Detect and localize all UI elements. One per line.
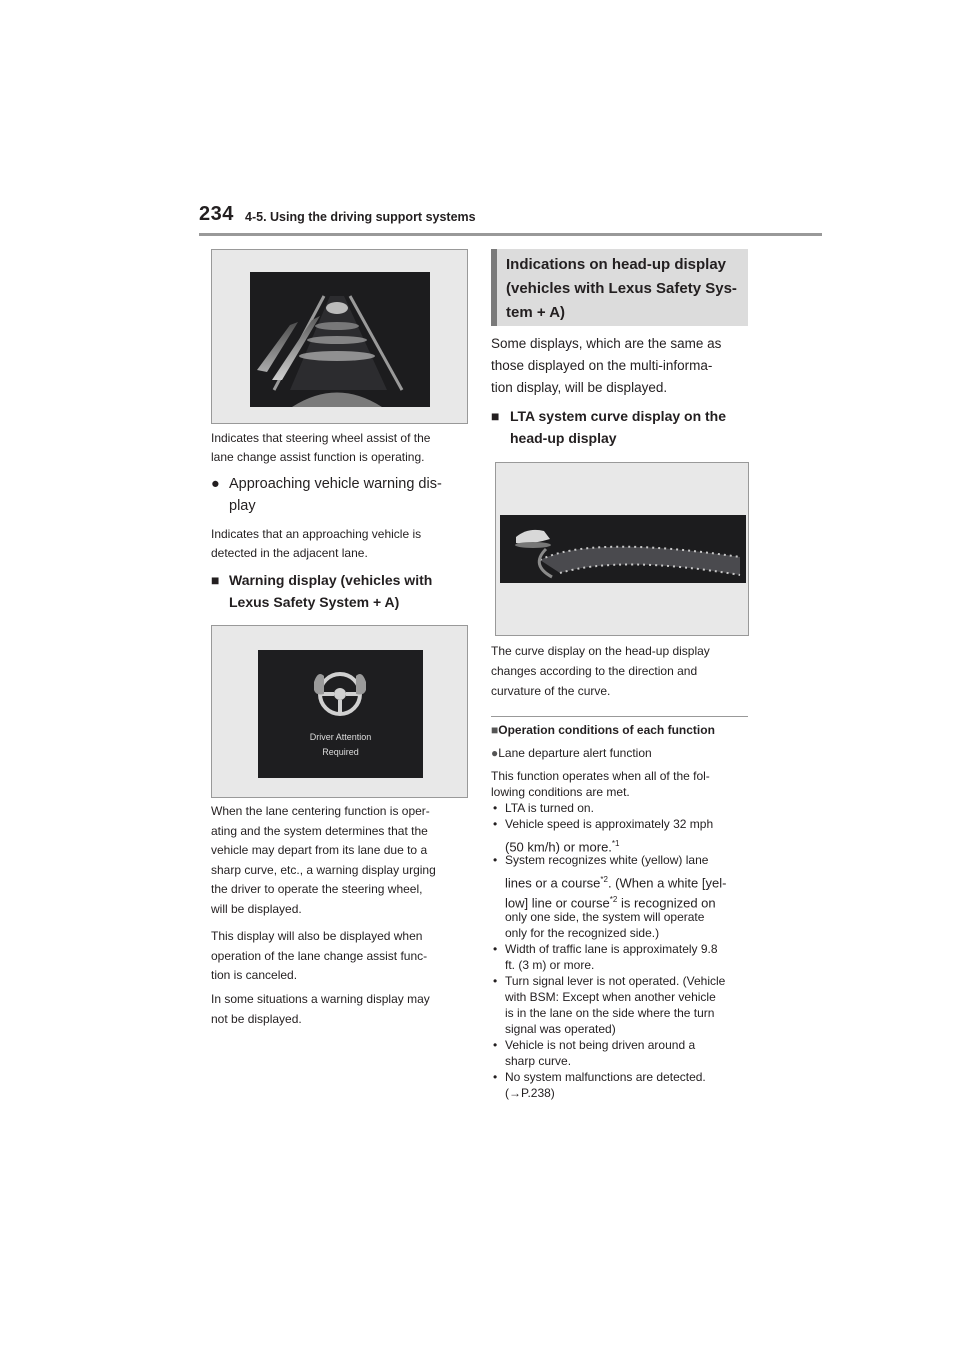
heading-line: Warning display (vehicles with <box>229 572 433 588</box>
heading-line: LTA system curve display on the <box>510 408 727 424</box>
footnote-ref: *2 <box>609 895 618 904</box>
warning-screen-label <box>258 730 423 760</box>
notes-divider <box>491 716 748 717</box>
text-line: not be displayed. <box>211 1011 302 1026</box>
list-bullet: • <box>493 1070 498 1084</box>
text-line: This function operates when all of the fol- <box>491 769 710 783</box>
heading-line: Approaching vehicle warning dis- <box>229 476 442 492</box>
text-line: Indicates that an approaching vehicle is <box>211 527 422 541</box>
page-number: 234 <box>199 203 234 225</box>
heading-line: tem + A) <box>506 304 566 321</box>
header-rule <box>199 233 822 236</box>
footnote-ref: *1 <box>611 839 620 848</box>
text-line: ating and the system determines that the <box>211 823 428 838</box>
list-item: Turn signal lever is not operated. (Vehicle <box>505 974 726 988</box>
operation-conditions-heading <box>491 722 753 738</box>
square-bullet-icon: ■ <box>491 723 499 737</box>
lane-change-caption <box>211 429 471 467</box>
heading-line: Lexus Safety System + A) <box>229 594 400 610</box>
list-bullet: • <box>493 817 498 831</box>
list-bullet: • <box>493 853 498 867</box>
circle-bullet-icon: ● <box>491 746 499 760</box>
list-item: No system malfunctions are detected. <box>505 1070 706 1084</box>
list-bullet: • <box>493 801 498 815</box>
lta-curve-heading <box>491 405 753 449</box>
list-item-continuation: sharp curve. <box>505 1054 572 1068</box>
list-item-continuation <box>505 872 726 891</box>
list-bullet: • <box>493 974 498 988</box>
heading-line: Indications on head-up display <box>506 256 727 273</box>
list-item: LTA is turned on. <box>505 801 594 815</box>
page-reference-link[interactable]: (→P.238) <box>505 1086 555 1100</box>
conditions-intro <box>491 768 753 800</box>
text-span: lines or a course <box>505 875 601 891</box>
text-span: low] line or course <box>505 895 610 911</box>
list-item-continuation: only for the recognized side.) <box>505 926 660 940</box>
list-item-continuation: signal was operated) <box>505 1022 616 1036</box>
lane-change-assist-illustration <box>212 250 467 423</box>
heading-text: Operation conditions of each function <box>498 723 715 737</box>
footnote-ref: *2 <box>600 875 608 884</box>
text-line: curvature of the curve. <box>491 684 611 698</box>
lta-curve-figure <box>495 462 749 636</box>
text-line: Some displays, which are the same as <box>491 336 722 351</box>
text-line: tion display, will be displayed. <box>491 380 668 395</box>
head-up-display-heading <box>491 249 748 326</box>
text-span: . (When a white [yel- <box>607 875 727 891</box>
label-line: Required <box>322 747 359 757</box>
list-item: Vehicle is not being driven around a <box>505 1038 696 1052</box>
list-item: System recognizes white (yellow) lane <box>505 853 709 867</box>
steering-wheel-hands-icon <box>310 664 370 720</box>
heading-text: Lane departure alert function <box>498 746 652 760</box>
lane-centering-paragraph <box>211 802 473 920</box>
cancel-paragraph <box>211 927 473 986</box>
text-span: is recognized on <box>617 895 716 911</box>
list-item: Width of traffic lane is approximately 9.8 <box>505 942 718 956</box>
list-item-continuation: is in the lane on the side where the turn <box>505 1006 715 1020</box>
bullet-dot-icon: ● <box>211 476 220 492</box>
approaching-vehicle-heading <box>211 473 471 517</box>
approaching-vehicle-text <box>211 525 471 563</box>
text-line: those displayed on the multi-informa- <box>491 358 713 373</box>
section-title: 4-5. Using the driving support systems <box>245 210 476 224</box>
text-line: sharp curve, etc., a warning display urging <box>211 862 436 877</box>
curve-display-screen <box>500 515 746 583</box>
text-line: changes according to the direction and <box>491 664 698 678</box>
text-line: operation of the lane change assist func- <box>211 948 428 963</box>
list-item-continuation: with BSM: Except when another vehicle <box>505 990 716 1004</box>
text-line: In some situations a warning display may <box>211 992 430 1006</box>
list-item-continuation: only one side, the system will operate <box>505 910 705 924</box>
warning-display-heading <box>211 569 471 613</box>
heading-line: (vehicles with Lexus Safety Sys- <box>506 280 737 297</box>
text-line: tion is canceled. <box>211 968 298 983</box>
lane-change-assist-figure <box>211 249 468 424</box>
caption-line: lane change assist function is operating. <box>211 450 425 464</box>
text-line: will be displayed. <box>211 901 302 916</box>
curve-road-illustration <box>500 515 746 583</box>
square-bullet-icon: ■ <box>491 408 500 424</box>
label-line: Driver Attention <box>309 732 372 742</box>
not-displayed-paragraph <box>211 990 473 1029</box>
list-bullet: • <box>493 942 498 956</box>
caption-line: Indicates that steering wheel assist of the <box>211 431 431 445</box>
text-line: lowing conditions are met. <box>491 785 630 799</box>
list-item-continuation: ft. (3 m) or more. <box>505 958 595 972</box>
text-span: (50 km/h) or more. <box>505 839 612 855</box>
list-item: Vehicle speed is approximately 32 mph <box>505 817 714 831</box>
head-up-intro <box>491 333 753 399</box>
text-line: the driver to operate the steering wheel, <box>211 882 423 897</box>
text-line: When the lane centering function is oper- <box>211 804 430 818</box>
driver-attention-figure <box>211 625 468 798</box>
lane-departure-alert-heading <box>491 745 753 761</box>
text-line: vehicle may depart from its lane due to a <box>211 843 428 858</box>
heading-line: play <box>229 498 256 514</box>
warning-screen <box>258 650 423 778</box>
list-bullet: • <box>493 1038 498 1052</box>
conditions-list <box>491 800 753 1110</box>
heading-line: head-up display <box>510 430 617 446</box>
square-bullet-icon: ■ <box>211 572 220 588</box>
text-line: The curve display on the head-up display <box>491 644 710 658</box>
text-line: This display will also be displayed when <box>211 929 423 943</box>
curve-caption <box>491 641 753 701</box>
text-line: detected in the adjacent lane. <box>211 546 368 560</box>
